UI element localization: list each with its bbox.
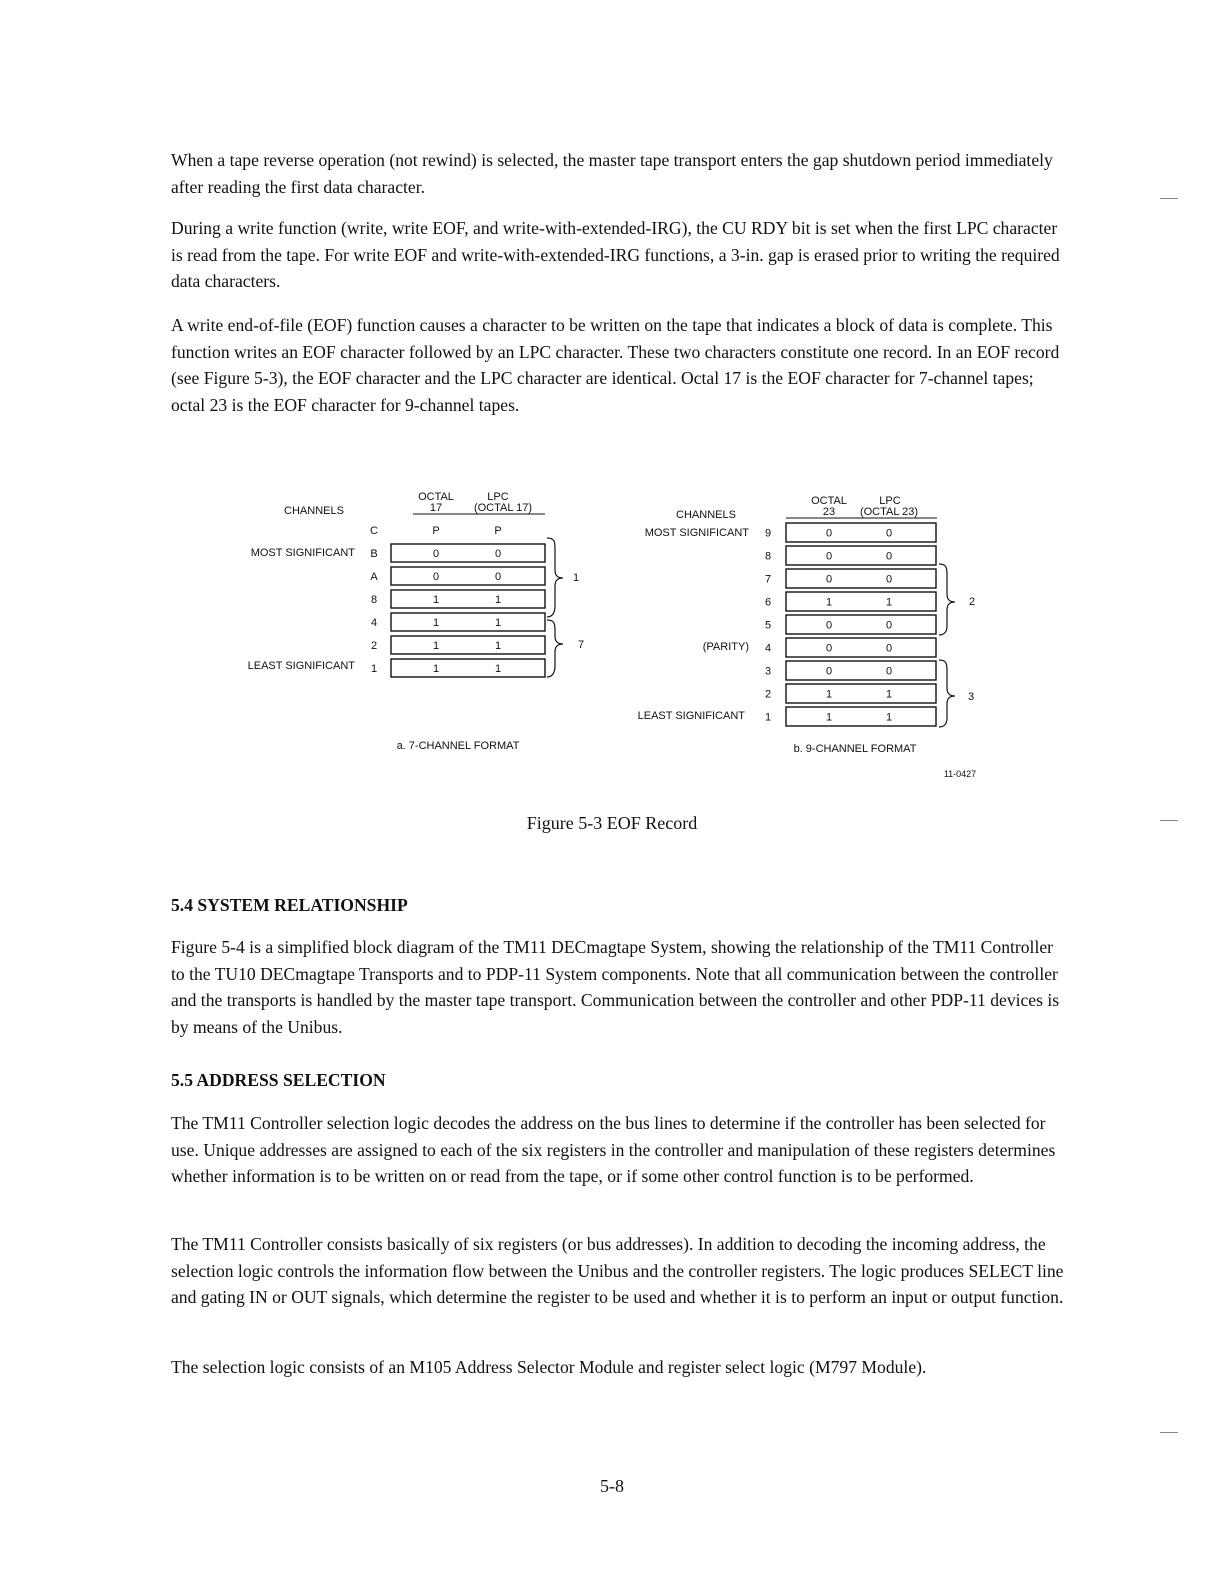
nine-channel-label: 1: [764, 711, 772, 724]
nine-lpc-bit: 0: [885, 619, 893, 632]
nine-channel-label: 7: [764, 573, 772, 586]
seven-lpc-bit: 1: [494, 663, 502, 675]
nine-bit-cell: [786, 661, 936, 680]
nine-bit-cell: [786, 546, 936, 565]
seven-brace-lower: [547, 620, 563, 677]
nine-brace-upper: [939, 564, 955, 635]
nine-channel-label: 3: [764, 665, 772, 678]
paragraph-controller-registers: The TM11 Controller consists basically of six registers (or bus addresses). In addition to decoding the incoming address, the selection logic controls the information flow between the Unibus and the controller registers. The logic produces SELECT line and gating IN or OUT signals, which determine the register to be used and whether it is to perform an input or output function.: [171, 1234, 1064, 1307]
seven-octal-bit: 0: [432, 548, 440, 560]
nine-octal-bit: 0: [825, 527, 833, 540]
paragraph-write-eof: A write end-of-file (EOF) function causes a character to be written on the tape that indicates a block of data is complete. This function writes an EOF character followed by an LPC character. These two characters constitute one record. In an EOF record (see Figure 5-3), the EOF character and the LPC character are identical. Octal 17 is the EOF character for 7-channel tapes; octal 23 is the EOF character for 9-channel tapes.: [171, 315, 1060, 415]
seven-bit-cell: [391, 544, 545, 562]
nine-most-significant: MOST SIGNIFICANT: [644, 527, 749, 539]
nine-octal-header: OCTAL: [811, 495, 847, 507]
seven-octal-bit: 0: [432, 571, 440, 583]
nine-channel-format: [638, 495, 975, 755]
nine-lpc-bit: 0: [885, 527, 893, 540]
seven-channel-label: C: [370, 525, 378, 537]
nine-parity: (PARITY): [702, 641, 749, 653]
nine-format-label: b. 9-CHANNEL FORMAT: [793, 743, 917, 755]
seven-channel-label: 2: [370, 640, 378, 652]
paragraph-reverse-operation: When a tape reverse operation (not rewind) is selected, the master tape transport enters the gap shutdown period immediately after reading the first data character.: [171, 150, 1053, 197]
figure-caption: Figure 5-3 EOF Record: [526, 813, 698, 833]
nine-lpc-bit: 0: [885, 550, 893, 563]
seven-channel-label: 8: [370, 594, 378, 606]
seven-lpc-bit: 1: [494, 617, 502, 629]
seven-channel-label: B: [370, 548, 378, 560]
nine-octal-bit: 0: [825, 665, 833, 678]
nine-lpc-value: (OCTAL 23): [859, 506, 919, 518]
seven-octal-header: OCTAL: [418, 491, 454, 503]
nine-octal-bit: 0: [825, 550, 833, 563]
seven-octal-bit: 1: [432, 640, 440, 652]
seven-octal-bit: 1: [432, 617, 440, 629]
seven-brace-upper-label: 1: [572, 572, 580, 584]
seven-lpc-header: LPC: [487, 491, 509, 503]
eof-record-figure: [0, 480, 1224, 800]
nine-bit-cell: [786, 523, 936, 542]
nine-octal-bit: 1: [825, 711, 833, 724]
nine-lpc-header: LPC: [879, 495, 901, 507]
nine-brace-lower-label: 3: [967, 691, 975, 703]
nine-brace-lower: [939, 660, 955, 727]
seven-octal-bit: 1: [432, 663, 440, 675]
seven-channel-label: 4: [370, 617, 378, 629]
nine-octal-bit: 0: [825, 642, 833, 655]
nine-lpc-bit: 0: [885, 573, 893, 586]
paragraph-system-relationship: Figure 5-4 is a simplified block diagram of the TM11 DECmagtape System, showing the relationship of the TM11 Controller to the TU10 DECmagtape Transports and to PDP-11 System components. Note that all communication between the controller and the transports is handled by the master tape transport. Communication between the controller and other PDP-11 devices is by means of the Unibus.: [171, 937, 1060, 1037]
seven-lpc-bit: 0: [494, 571, 502, 583]
nine-bit-cell: [786, 707, 936, 726]
heading-address-selection: 5.5 ADDRESS SELECTION: [171, 1070, 386, 1090]
margin-mark: [1160, 820, 1178, 821]
seven-channel-label: 1: [370, 663, 378, 675]
nine-bit-cell: [786, 684, 936, 703]
seven-octal-bit: 1: [432, 594, 440, 606]
paragraph-selection-logic: The TM11 Controller selection logic decodes the address on the bus lines to determine if the controller has been selected for use. Unique addresses are assigned to each of the six registers in the controller and manipulation of these registers determines whether information is to be written on or read from the tape, or if some other control function is to be performed.: [171, 1113, 1056, 1186]
nine-bit-cell: [786, 615, 936, 634]
nine-lpc-bit: 0: [885, 665, 893, 678]
seven-bit-cell: [391, 567, 545, 585]
nine-bit-cell: [786, 638, 936, 657]
paragraph-m105-module: The selection logic consists of an M105 Address Selector Module and register select logic (M797 Module).: [171, 1357, 927, 1377]
seven-octal-value: 17: [429, 502, 443, 514]
figure-reference-id: 11-0427: [943, 769, 977, 779]
nine-channel-label: 2: [764, 688, 772, 701]
margin-mark: [1160, 1432, 1178, 1433]
page-number: 5-8: [600, 1476, 624, 1496]
seven-octal-bit: P: [432, 525, 440, 537]
nine-channel-label: 6: [764, 596, 772, 609]
nine-octal-bit: 0: [825, 573, 833, 586]
nine-channel-rows: [765, 523, 936, 726]
seven-lpc-bit: 1: [494, 594, 502, 606]
nine-lpc-bit: 1: [885, 711, 893, 724]
seven-channel-rows: [370, 525, 545, 677]
seven-lpc-bit: 1: [494, 640, 502, 652]
seven-bit-cell: [391, 659, 545, 677]
nine-bit-cell: [786, 569, 936, 588]
seven-bit-cell: [391, 636, 545, 654]
seven-lpc-bit: P: [494, 525, 502, 537]
nine-bit-cell: [786, 592, 936, 611]
nine-octal-value: 23: [822, 506, 836, 518]
seven-most-significant: MOST SIGNIFICANT: [250, 547, 355, 559]
seven-channel-label: A: [370, 571, 378, 583]
nine-lpc-bit: 0: [885, 642, 893, 655]
seven-brace-upper: [547, 538, 563, 617]
nine-octal-bit: 0: [825, 619, 833, 632]
nine-channel-label: 9: [764, 527, 772, 540]
heading-system-relationship: 5.4 SYSTEM RELATIONSHIP: [171, 895, 408, 915]
nine-channel-label: 5: [764, 619, 772, 632]
seven-least-significant: LEAST SIGNIFICANT: [247, 660, 355, 672]
nine-lpc-bit: 1: [885, 596, 893, 609]
seven-lpc-value: (OCTAL 17): [473, 502, 533, 514]
nine-octal-bit: 1: [825, 596, 833, 609]
seven-brace-lower-label: 7: [577, 639, 585, 651]
paragraph-write-function: During a write function (write, write EOF, and write-with-extended-IRG), the CU RDY bit is set when the first LPC character is read from the tape. For write EOF and write-with-extended-IRG functions, a 3-in. gap is erased prior to writing the required data characters.: [171, 218, 1060, 291]
nine-lpc-bit: 1: [885, 688, 893, 701]
seven-channels-header: CHANNELS: [284, 505, 344, 517]
seven-bit-cell: [391, 613, 545, 631]
nine-channel-label: 8: [764, 550, 772, 563]
nine-channels-header: CHANNELS: [676, 509, 736, 521]
seven-format-label: a. 7-CHANNEL FORMAT: [396, 740, 520, 752]
margin-mark: [1160, 198, 1178, 199]
seven-lpc-bit: 0: [494, 548, 502, 560]
seven-bit-cell: [391, 590, 545, 608]
nine-channel-label: 4: [764, 642, 772, 655]
nine-brace-upper-label: 2: [968, 596, 976, 608]
nine-least-significant: LEAST SIGNIFICANT: [637, 710, 745, 722]
nine-octal-bit: 1: [825, 688, 833, 701]
seven-channel-format: [248, 491, 584, 752]
